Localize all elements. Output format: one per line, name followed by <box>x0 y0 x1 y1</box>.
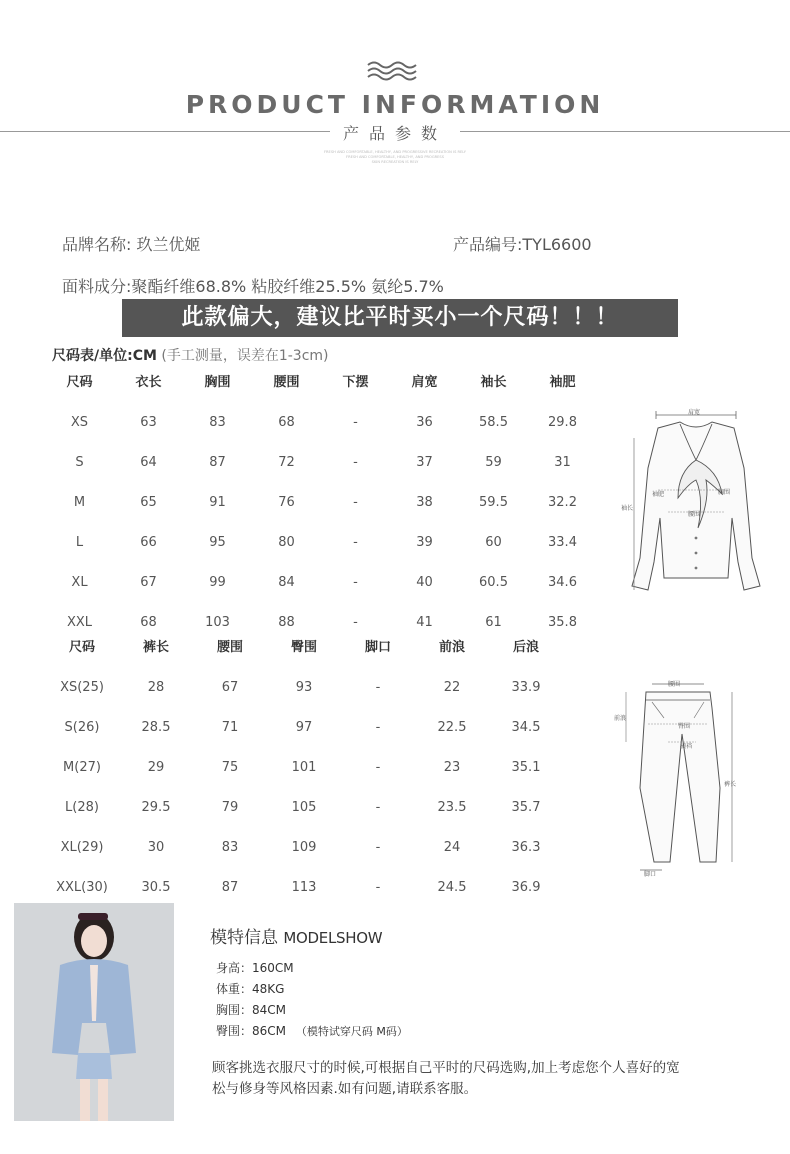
top-table-cell: 95 <box>209 535 226 550</box>
top-table-cell: 32.2 <box>548 495 577 510</box>
top-table-cell: 91 <box>209 495 226 510</box>
model-photo <box>14 903 174 1121</box>
bottom-table-cell: - <box>375 840 381 855</box>
column-header: 肩宽 <box>411 375 438 390</box>
column-header: 下摆 <box>342 375 369 390</box>
column-header: 袖长 <box>480 375 507 390</box>
top-table-cell: 65 <box>140 495 157 510</box>
pants-waist-label: 腰围 <box>668 681 681 688</box>
top-table-cell: 34.6 <box>548 575 577 590</box>
page-title: PRODUCT INFORMATION <box>185 90 605 119</box>
bottom-table-cell: - <box>375 760 381 775</box>
bottom-table-cell: - <box>375 680 381 695</box>
bottom-table-cell: 36.9 <box>511 880 541 895</box>
bottom-table-cell: 22.5 <box>437 720 467 735</box>
top-table-cell: 68 <box>140 615 157 630</box>
shoulder-label: 肩宽 <box>688 409 701 416</box>
top-table-cell: 59 <box>485 455 502 470</box>
bottom-table-cell: L(28) <box>65 800 99 815</box>
column-header: 尺码 <box>66 375 93 390</box>
column-header: 腰围 <box>273 375 300 390</box>
size-chart-label: 尺码表/单位:CM <box>52 348 157 364</box>
page-subtitle: 产品参数 <box>342 124 447 143</box>
bottom-table-cell: 33.9 <box>511 680 541 695</box>
bottom-table-cell: XL(29) <box>60 840 104 855</box>
bottom-table-cell: 71 <box>221 720 239 735</box>
top-table-cell: 84 <box>278 575 295 590</box>
hip-label: 臀围 <box>678 723 691 730</box>
bottom-table-cell: 87 <box>221 880 239 895</box>
shirt-measurement-diagram <box>618 408 768 600</box>
top-table-cell: - <box>353 535 358 550</box>
front-rise-label: 前浪 <box>614 715 627 722</box>
bottom-table-cell: 24 <box>443 840 461 855</box>
model-hip-line <box>216 1022 408 1039</box>
top-table-cell: 40 <box>416 575 433 590</box>
size-warning-banner: 此款偏大，建议比平时买小一个尺码！！！ <box>122 299 678 337</box>
product-code: 产品编号:TYL6600 <box>453 235 592 254</box>
model-height: 身高：160CM <box>216 961 294 975</box>
top-table-cell: 37 <box>416 455 433 470</box>
wave-logo-icon <box>366 60 420 82</box>
top-table-cell: 66 <box>140 535 157 550</box>
model-bust: 胸围：84CM <box>216 1003 287 1017</box>
bottom-table-cell: 75 <box>221 760 239 775</box>
pants-measurement-diagram <box>612 678 752 878</box>
top-table-cell: - <box>353 455 358 470</box>
top-table-cell: 68 <box>278 415 295 430</box>
size-chart-note <box>52 345 329 365</box>
bottom-table-cell: S(26) <box>64 720 100 735</box>
top-table-cell: 33.4 <box>548 535 577 550</box>
model-title-en: MODELSHOW <box>283 929 383 947</box>
top-table-cell: 61 <box>485 615 502 630</box>
bottom-table-cell: 109 <box>291 840 317 855</box>
bottom-table-cell: 28.5 <box>141 720 171 735</box>
top-table-cell: 36 <box>416 415 433 430</box>
bottom-table-cell: 79 <box>221 800 239 815</box>
bottom-table-cell: 83 <box>221 840 239 855</box>
column-header: 胸围 <box>204 375 231 390</box>
bottom-table-cell: 101 <box>291 760 317 775</box>
top-table-cell: 83 <box>209 415 226 430</box>
bottom-size-table <box>45 640 563 920</box>
bottom-table-cell: XXL(30) <box>56 880 108 895</box>
bottom-table-cell: 35.7 <box>511 800 541 815</box>
top-table-cell: 39 <box>416 535 433 550</box>
top-size-table <box>45 375 597 655</box>
bottom-table-cell: 29.5 <box>141 800 171 815</box>
top-table-cell: - <box>353 415 358 430</box>
column-header: 前浪 <box>438 640 465 655</box>
bottom-table-cell: 23 <box>443 760 461 775</box>
thigh-label: 横裆 <box>680 743 693 750</box>
column-header: 臀围 <box>290 640 317 655</box>
top-table-cell: L <box>75 535 84 550</box>
top-table-cell: XL <box>71 575 88 590</box>
fine-print <box>0 150 790 165</box>
bottom-table-cell: 22 <box>443 680 461 695</box>
model-info-title <box>210 923 382 948</box>
top-table-cell: 99 <box>209 575 226 590</box>
column-header: 衣长 <box>135 375 162 390</box>
bottom-table-cell: 29 <box>147 760 165 775</box>
bottom-table-cell: 113 <box>291 880 317 895</box>
column-header: 袖肥 <box>549 375 576 390</box>
model-hip: 臀围：86CM <box>216 1024 287 1038</box>
top-table-cell: 64 <box>140 455 157 470</box>
top-table-cell: 63 <box>140 415 157 430</box>
model-title-cn: 模特信息 <box>210 928 278 948</box>
top-table-cell: XXL <box>66 615 93 630</box>
size-advice-text: 顾客挑选衣服尺寸的时候,可根据自己平时的尺码选购,加上考虑您个人喜好的宽松与修身等风格因素.如有问题,请联系客服。 <box>212 1060 680 1097</box>
top-table-cell: 88 <box>278 615 295 630</box>
top-table-cell: 87 <box>209 455 226 470</box>
top-table-cell: 67 <box>140 575 157 590</box>
model-hip-note: （模特试穿尺码 M码） <box>295 1025 408 1038</box>
top-table-cell: 35.8 <box>548 615 577 630</box>
top-table-cell: 41 <box>416 615 433 630</box>
bottom-table-cell: M(27) <box>63 760 101 775</box>
bottom-table-cell: 93 <box>295 680 313 695</box>
size-chart-remark: (手工测量，误差在1-3cm) <box>161 348 329 364</box>
top-table-cell: 58.5 <box>479 415 508 430</box>
bottom-table-cell: - <box>375 880 381 895</box>
bottom-table-cell: 36.3 <box>511 840 541 855</box>
top-table-cell: 80 <box>278 535 295 550</box>
top-table-cell: 59.5 <box>479 495 508 510</box>
leg-opening-label: 脚口 <box>644 871 657 878</box>
waist-label: 腰围 <box>688 511 701 518</box>
top-table-cell: 76 <box>278 495 295 510</box>
bottom-table-cell: 28 <box>147 680 165 695</box>
chest-label: 胸围 <box>718 489 731 496</box>
bottom-table-cell: - <box>375 720 381 735</box>
bottom-table-cell: 97 <box>295 720 313 735</box>
bottom-table-cell: 24.5 <box>437 880 467 895</box>
top-table-cell: - <box>353 495 358 510</box>
fine-print-line: SKIN RECREATION IS RELY <box>371 160 419 164</box>
top-table-cell: 31 <box>554 455 571 470</box>
column-header: 裤长 <box>142 640 169 655</box>
bottom-table-cell: 34.5 <box>511 720 541 735</box>
column-header: 尺码 <box>68 640 95 655</box>
top-table-cell: 38 <box>416 495 433 510</box>
top-table-cell: 60.5 <box>479 575 508 590</box>
bottom-table-cell: 105 <box>291 800 317 815</box>
bottom-table-cell: 23.5 <box>437 800 467 815</box>
bottom-table-cell: 35.1 <box>511 760 541 775</box>
sleeve-width-label: 袖肥 <box>652 491 665 498</box>
top-table-cell: M <box>73 495 86 510</box>
top-table-cell: 29.8 <box>548 415 577 430</box>
sleeve-length-label: 袖长 <box>621 505 634 512</box>
column-header: 腰围 <box>216 640 243 655</box>
top-table-cell: 103 <box>205 615 230 630</box>
top-table-cell: - <box>353 615 358 630</box>
top-table-cell: XS <box>70 415 89 430</box>
pants-length-label: 裤长 <box>724 781 737 788</box>
bottom-table-cell: 30 <box>147 840 165 855</box>
top-table-cell: - <box>353 575 358 590</box>
bottom-table-cell: 67 <box>221 680 239 695</box>
top-table-cell: 60 <box>485 535 502 550</box>
brand-name: 品牌名称: 玖兰优姬 <box>62 235 201 254</box>
model-weight: 体重：48KG <box>216 982 285 996</box>
top-table-cell: 72 <box>278 455 295 470</box>
bottom-table-cell: XS(25) <box>60 680 104 695</box>
fine-print-line: FRESH AND COMFORTABLE, HEALTHY, AND PROGRESS <box>346 155 444 159</box>
column-header: 脚口 <box>364 640 391 655</box>
fabric-composition: 面料成分:聚酯纤维68.8% 粘胶纤维25.5% 氨纶5.7% <box>62 277 444 296</box>
bottom-table-cell: 30.5 <box>141 880 171 895</box>
bottom-table-cell: - <box>375 800 381 815</box>
column-header: 后浪 <box>512 640 539 655</box>
top-table-cell: S <box>75 455 84 470</box>
fine-print-line: FRESH AND COMFORTABLE, HEALTHY, AND PROGRESSIVE RECREATION IS RELY <box>323 150 466 154</box>
